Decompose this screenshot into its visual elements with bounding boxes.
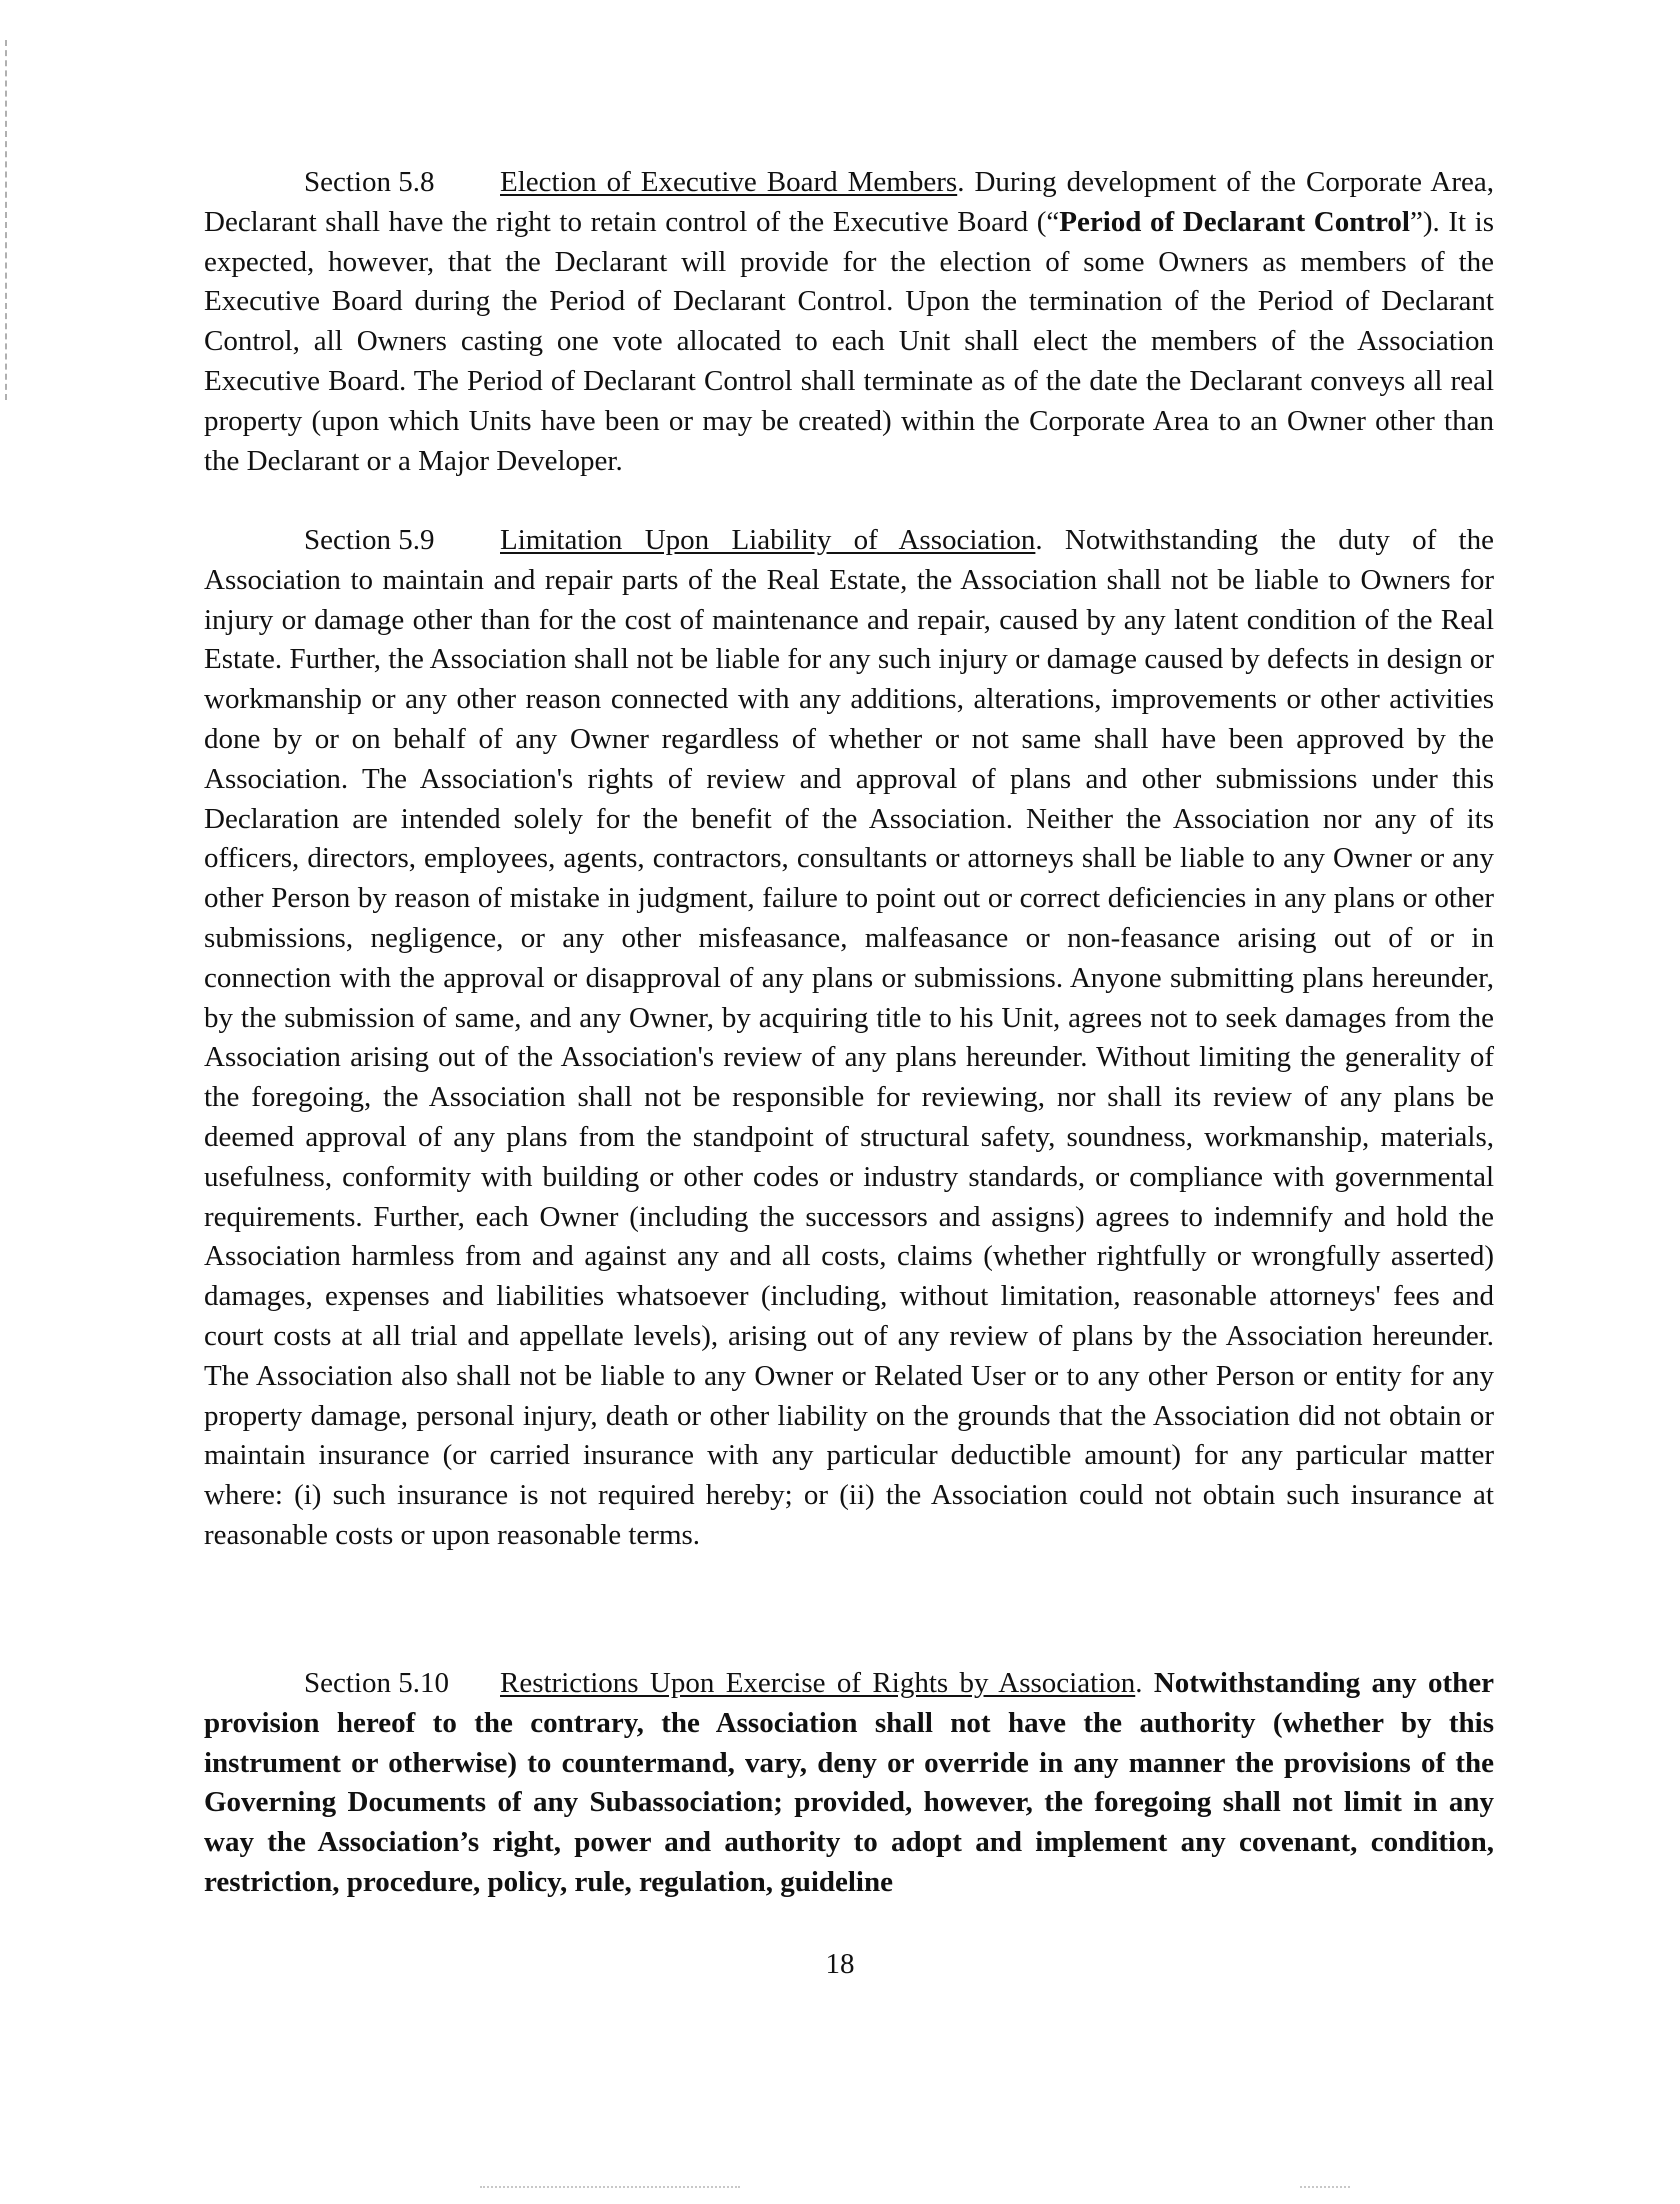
section-number: Section 5.8	[304, 166, 435, 198]
section-title: Restrictions Upon Exercise of Rights by Association	[500, 1667, 1136, 1699]
defined-term: Period of Declarant Control	[1059, 205, 1410, 238]
section-5-9	[204, 521, 1494, 1556]
section-text: . Notwithstanding the duty of the Association to maintain and repair parts of the Real Estate, the Association shall not be liable to Owners for injury or damage other than for the cost of maintenance and repair, caused by any latent condition of the Real Estate. Further, the Association shall not be liable for any such injury or damage caused by defects in design or workmanship or any other reason connected with any additions, alterations, improvements or other activities done by or on behalf of any Owner regardless of whether or not same shall have been approved by the Association. The Association's rights of review and approval of plans and other submissions under this Declaration are intended solely for the benefit of the Association. Neither the Association nor any of its officers, directors, employees, agents, contractors, consultants or attorneys shall be liable to any Owner or any other Person by reason of mistake in judgment, failure to point out or correct deficiencies in any plans or other submissions, negligence, or any other misfeasance, malfeasance or non-feasance arising out of or in connection with the approval or disapproval of any plans or submissions. Anyone submitting plans hereunder, by the submission of same, and any Owner, by acquiring title to his Unit, agrees not to seek damages from the Association arising out of the Association's review of any plans hereunder. Without limiting the generality of the foregoing, the Association shall not be responsible for reviewing, nor shall its review of any plans be deemed approval of any plans from the standpoint of structural safety, soundness, workmanship, materials, usefulness, conformity with building or other codes or industry standards, or compliance with governmental requirements. Further, each Owner (including the successors and assigns) agrees to indemnify and hold the Association harmless from and against any and all costs, claims (whether rightfully or wrongfully asserted) damages, expenses and liabilities whatsoever (including, without limitation, reasonable attorneys' fees and court costs at all trial and appellate levels), arising out of any review of plans by the Association hereunder. The Association also shall not be liable to any Owner or Related User or to any other Person or entity for any property damage, personal injury, death or other liability on the grounds that the Association did not obtain or maintain insurance (or carried insurance with any particular deductible amount) for any particular matter where: (i) such insurance is not required hereby; or (ii) the Association could not obtain such insurance at reasonable costs or upon reasonable terms.	[204, 524, 1494, 1551]
section-text-bold: Notwithstanding any other provision hereof to the contrary, the Association shall not have the authority (whether by this instrument or otherwise) to countermand, vary, deny or override in any manner the provisions of the Governing Documents of any Subassociation; provided, however, the foregoing shall not limit in any way the Association’s right, power and authority to adopt and implement any covenant, condition, restriction, procedure, policy, rule, regulation, guideline	[204, 1667, 1495, 1898]
section-title: Limitation Upon Liability of Association	[500, 524, 1036, 556]
section-number: Section 5.9	[304, 524, 435, 556]
section-title: Election of Executive Board Members	[500, 166, 958, 198]
section-text: ”). It is expected, however, that the Declarant will provide for the election of some Owners as members of the Executive Board during the Period of Declarant Control. Upon the termination of the Period of Declarant Control, all Owners casting one vote allocated to each Unit shall elect the members of the Association Executive Board. The Period of Declarant Control shall terminate as of the date the Declarant conveys all real property (upon which Units have been or may be created) within the Corporate Area to an Owner other than the Declarant or a Major Developer.	[204, 205, 1494, 477]
section-5-8	[204, 163, 1494, 481]
section-5-8-paragraph	[204, 163, 1494, 481]
section-number: Section 5.10	[304, 1667, 449, 1699]
section-5-9-paragraph	[204, 521, 1494, 1556]
section-text: . During development of the Corporate Area, Declarant shall have the right to retain control of the Executive Board (“	[204, 166, 1494, 238]
page-number: 18	[825, 1948, 855, 1980]
section-5-10	[204, 1664, 1494, 1903]
scan-margin-mark	[5, 40, 7, 400]
scan-footer-mark	[480, 2186, 740, 2190]
section-text: .	[1135, 1667, 1154, 1699]
section-5-10-paragraph	[204, 1664, 1494, 1903]
scan-footer-mark	[1300, 2186, 1350, 2190]
